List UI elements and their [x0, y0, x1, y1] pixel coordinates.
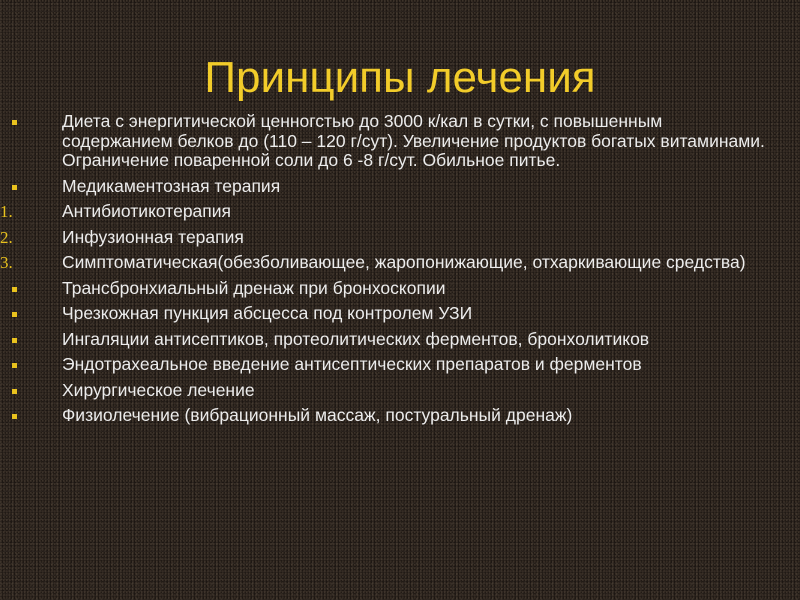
list-number: 1. — [0, 202, 13, 221]
list-item-text: Инфузионная терапия — [62, 226, 244, 247]
list-item — [0, 253, 800, 273]
list-item — [0, 304, 800, 324]
list-item — [0, 406, 800, 426]
list-item-text: Диета с энергитической ценногстью до 3000 к/кал в сутки, с повышенным содержанием белков до (110 – 120 г/сут). Увеличение продуктов богатых витаминами. Ограничение поваренной соли до 6 -8 г/сут. Обильное питье. — [62, 111, 765, 170]
list-item-text: Трансбронхиальный дренаж при бронхоскопии — [62, 277, 446, 298]
list-item — [0, 177, 800, 197]
list-item — [0, 228, 800, 248]
list-item — [0, 112, 800, 171]
list-item — [0, 381, 800, 401]
list-item-text: Физиолечение (вибрационный массаж, постуральный дренаж) — [62, 405, 573, 425]
list-number: 3. — [0, 253, 13, 272]
list-item — [0, 279, 800, 299]
list-item-text: Симптоматическая(обезболивающее, жаропонижающие, отхаркивающие средства) — [62, 252, 746, 272]
list-item-text: Антибиотикотерапия — [62, 201, 232, 221]
list-item — [0, 355, 800, 375]
list-item-text: Эндотрахеальное введение антисептических препаратов и ферментов — [62, 354, 642, 374]
list-item — [0, 330, 800, 350]
list-item-text: Ингаляции антисептиков, протеолитических ферментов, бронхолитиков — [62, 328, 650, 349]
list-item — [0, 202, 800, 222]
list-item-text: Чрезкожная пункция абсцесса под контролем УЗИ — [62, 303, 473, 323]
list-number: 2. — [0, 227, 13, 247]
slide-title: Принципы лечения — [204, 53, 596, 102]
list-item-text: Медикаментозная терапия — [62, 175, 281, 196]
treatment-list — [0, 112, 800, 432]
list-item-text: Хирургическое лечение — [62, 379, 255, 400]
